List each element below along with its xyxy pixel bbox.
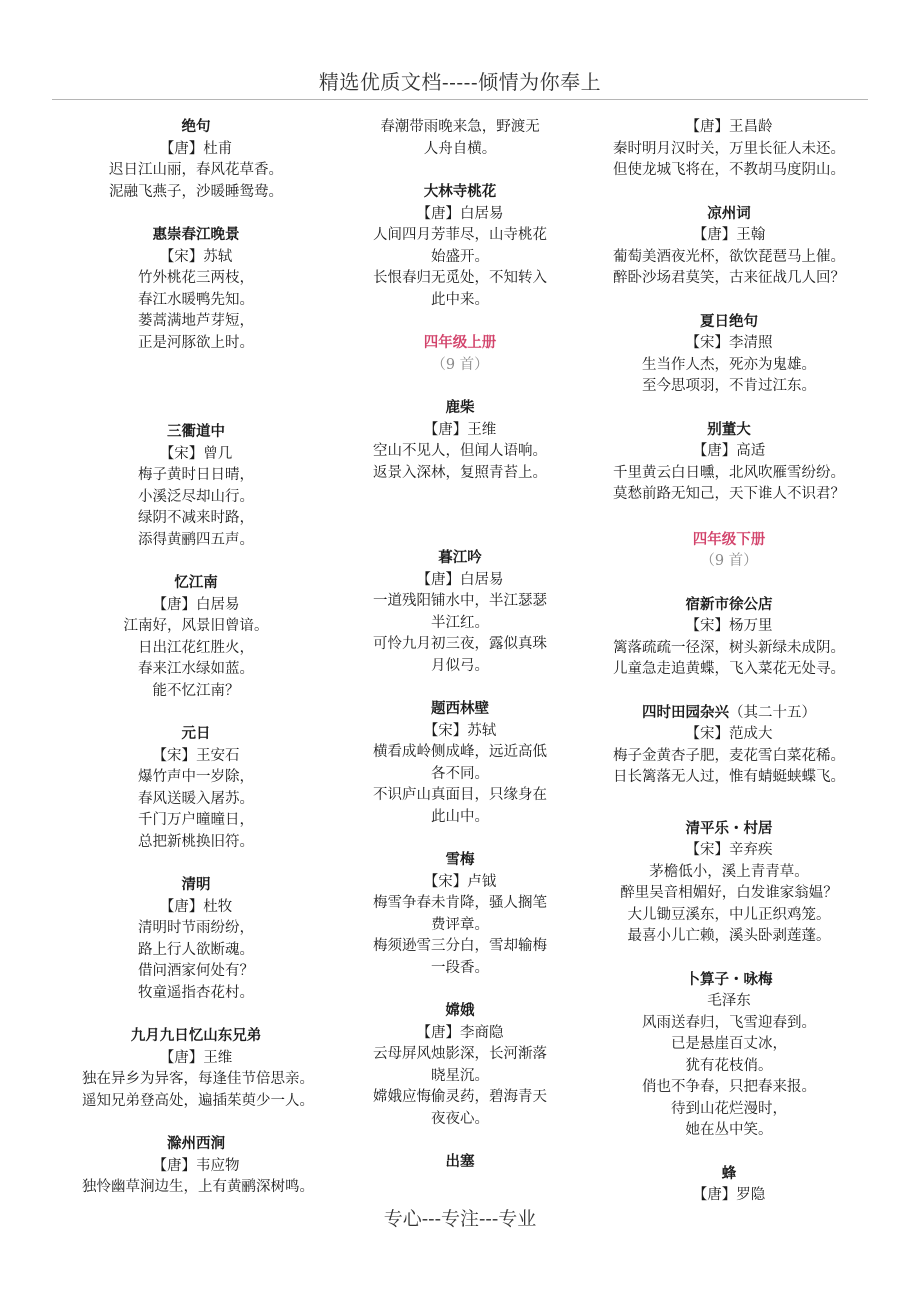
poem-line: 绿阴不减来时路， — [138, 510, 254, 526]
poem-line: 茅檐低小，溪上青青草。 — [649, 863, 809, 880]
poem-title — [82, 724, 310, 746]
poem-block — [592, 420, 866, 506]
poem-author: 【唐】高适 — [692, 443, 766, 459]
poem-title-text: 凉州词 — [707, 205, 751, 222]
poem-line: 俏也不争春，只把春来报。 — [642, 1079, 816, 1095]
poem-line: 梅须逊雪三分白，雪却输梅 — [373, 938, 547, 954]
poem-line: 梅子金黄杏子肥，麦花雪白菜花稀。 — [613, 747, 845, 764]
poem-title — [592, 204, 866, 226]
page-header: 精选优质文档-----倾情为你奉上 — [318, 70, 602, 94]
poem-line: 月似弓。 — [431, 657, 489, 674]
poem-line: 人舟自横。 — [423, 140, 497, 157]
poem-title-text: 夏日绝句 — [700, 313, 758, 330]
poem-title-text: 嫦娥 — [445, 1003, 475, 1019]
poem-title — [82, 422, 310, 444]
poem-title — [592, 312, 866, 334]
poem-line: 返景入深林，复照青苔上。 — [373, 464, 547, 481]
poem-line: 秦时明月汉时关，万里长征人未还。 — [613, 140, 845, 157]
poem-line: 醉卧沙场君莫笑，古来征战几人回？ — [613, 270, 845, 286]
poem-author: 【唐】王昌龄 — [685, 119, 773, 135]
poem-line: 费评章。 — [431, 916, 489, 933]
poem-author: 【唐】李商隐 — [416, 1024, 504, 1041]
poem-line: 至今思项羽，不肯过江东。 — [642, 378, 816, 394]
poem-title-text: 惠崇春江晚景 — [152, 227, 240, 243]
poem-line: 莫愁前路无知己，天下谁人不识君？ — [613, 486, 845, 502]
poem-title — [350, 182, 570, 204]
poem-line: 迟日江山丽，春风花草香。 — [109, 162, 283, 178]
poem-author: 【唐】白居易 — [416, 205, 504, 222]
poem-line: 葡萄美酒夜光杯，欲饮琵琶马上催。 — [613, 248, 845, 265]
poem-line: 但使龙城飞将在，不教胡马度阴山。 — [613, 162, 845, 178]
poem-line: 一段香。 — [431, 959, 489, 976]
poem-line: 此中来。 — [431, 291, 489, 308]
poem-title — [350, 1001, 570, 1023]
poem-author: 【唐】杜牧 — [159, 898, 233, 915]
poem-block — [592, 312, 866, 398]
poem-block — [82, 573, 310, 702]
poem-title — [82, 875, 310, 897]
poem-column-left — [82, 117, 314, 1221]
poem-title — [592, 595, 866, 617]
poem-line: 千里黄云白日曛，北风吹雁雪纷纷。 — [613, 464, 845, 481]
grade-section-heading — [592, 530, 866, 573]
poem-title-text: 雪梅 — [445, 852, 475, 868]
poem-line: 蒌蒿满地芦芽短， — [138, 313, 254, 329]
poem-title — [350, 398, 570, 420]
poem-block — [592, 204, 866, 290]
poem-block — [592, 595, 866, 681]
poem-line: 小溪泛尽却山行。 — [138, 488, 254, 505]
poem-block — [350, 117, 570, 160]
poem-line: 各不同。 — [431, 765, 489, 782]
poem-title-text: 九月九日忆山东兄弟 — [130, 1028, 262, 1044]
poem-author: 毛泽东 — [707, 993, 751, 1009]
poem-line: 篱落疏疏一径深，树头新绿未成阴。 — [613, 639, 845, 656]
poem-author: 【宋】卢钺 — [423, 873, 497, 890]
poem-line: 千门万户曈曈日， — [138, 812, 254, 828]
poem-line: 嫦娥应悔偷灵药，碧海青天 — [373, 1089, 547, 1105]
poem-column-middle — [350, 117, 570, 1196]
poem-line: 爆竹声中一岁除， — [138, 769, 254, 785]
poem-line: 醉里吴音相媚好，白发谁家翁媪？ — [620, 885, 838, 901]
poem-block — [350, 850, 570, 979]
poem-title-text: 绝句 — [181, 119, 211, 135]
poem-title-text: 暮江吟 — [438, 550, 482, 566]
poem-title — [82, 573, 310, 595]
poem-block — [592, 117, 866, 182]
poem-title — [350, 699, 570, 721]
poem-title-text: 卜算子・咏梅 — [685, 971, 773, 988]
poem-line: 待到山花烂漫时， — [671, 1100, 787, 1117]
poem-title-text: 鹿柴 — [445, 400, 475, 416]
poem-line: 江南好，风景旧曾谙。 — [123, 618, 269, 634]
poem-block — [82, 117, 310, 203]
poem-line: 最喜小儿亡赖，溪头卧剥莲蓬。 — [627, 928, 831, 944]
poem-title-text: 元日 — [181, 726, 211, 742]
poem-line: 春风送暖入屠苏。 — [138, 790, 254, 807]
poem-line: 日长篱落无人过，惟有蜻蜓蛱蝶飞。 — [613, 769, 845, 785]
poem-title-text: 清平乐・村居 — [685, 820, 773, 837]
poem-title — [592, 703, 866, 725]
poem-line: 春来江水绿如蓝。 — [138, 661, 254, 677]
poem-title — [350, 548, 570, 570]
poem-author: 【宋】杨万里 — [685, 618, 773, 634]
poem-line: 梅子黄时日日晴， — [138, 467, 254, 483]
poem-title-text: 清明 — [181, 877, 211, 893]
poem-title — [82, 117, 310, 139]
poem-line: 正是河豚欲上时。 — [138, 334, 254, 351]
header-divider — [52, 99, 868, 100]
poem-author: 【宋】李清照 — [685, 335, 773, 351]
poem-line: 人间四月芳菲尽，山寺桃花 — [373, 227, 547, 243]
poem-line: 风雨送春归，飞雪迎春到。 — [642, 1014, 816, 1031]
section-count: （9 首） — [700, 553, 758, 569]
poem-title-text: 三衢道中 — [167, 424, 225, 440]
poem-author: 【宋】王安石 — [152, 747, 240, 764]
poem-line: 梅雪争春未肯降，骚人搁笔 — [373, 895, 547, 911]
poem-line: 大儿锄豆溪东，中儿正织鸡笼。 — [627, 906, 831, 923]
poem-block — [592, 819, 866, 948]
poem-author: 【唐】杜甫 — [159, 140, 233, 157]
poem-block — [350, 182, 570, 311]
poem-block — [350, 1001, 570, 1130]
poem-line: 半江红。 — [431, 614, 489, 631]
poem-line: 晓星沉。 — [431, 1067, 489, 1084]
page-footer: 专心---专注---专业 — [383, 1208, 537, 1230]
poem-line: 泥融飞燕子，沙暖睡鸳鸯。 — [109, 183, 283, 200]
poem-line: 云母屏风烛影深，长河渐落 — [373, 1046, 547, 1062]
poem-author: 【宋】苏轼 — [159, 248, 233, 265]
poem-title-text: 滁州西涧 — [167, 1136, 225, 1152]
poem-line: 可怜九月初三夜，露似真珠 — [373, 636, 547, 652]
poem-line: 始盛开。 — [431, 248, 489, 265]
poem-title — [82, 1026, 310, 1048]
poem-block — [82, 1026, 314, 1112]
section-count: （9 首） — [431, 356, 489, 373]
poem-line: 长恨春归无觅处，不知转入 — [373, 270, 547, 286]
poem-title-text: 蜂 — [721, 1165, 737, 1182]
poem-line: 清明时节雨纷纷， — [138, 920, 254, 936]
poem-line: 不识庐山真面目，只缘身在 — [373, 787, 547, 803]
poem-block — [350, 699, 570, 828]
poem-block — [592, 970, 866, 1142]
poem-author: 【唐】韦应物 — [152, 1157, 240, 1174]
poem-line: 夜夜心。 — [431, 1110, 489, 1127]
poem-column-right — [592, 117, 866, 1229]
poem-line: 牧童遥指杏花村。 — [138, 984, 254, 1001]
poem-title-text: 宿新市徐公店 — [685, 596, 773, 613]
poem-author: 【唐】白居易 — [152, 596, 240, 613]
poem-line: 一道残阳铺水中，半江瑟瑟 — [373, 593, 547, 609]
poem-title — [592, 420, 866, 442]
poem-author: 【唐】王翰 — [692, 227, 766, 243]
poem-title-text: 题西林壁 — [431, 701, 489, 717]
poem-block — [82, 225, 310, 354]
poem-title — [350, 1152, 570, 1174]
poem-title-text: 忆江南 — [174, 575, 218, 591]
poem-line: 此山中。 — [431, 808, 489, 825]
poem-line: 添得黄鹂四五声。 — [138, 531, 254, 548]
poem-author: 【宋】苏轼 — [423, 722, 497, 739]
poem-line: 犹有花枝俏。 — [685, 1057, 773, 1074]
poem-block — [350, 1152, 570, 1174]
poem-block — [82, 1134, 314, 1199]
poem-line: 遥知兄弟登高处，遍插茱萸少一人。 — [82, 1092, 314, 1109]
poem-title-text: 出塞 — [445, 1154, 475, 1170]
poem-line: 独怜幽草涧边生，上有黄鹂深树鸣。 — [82, 1179, 314, 1195]
poem-author: 【唐】白居易 — [416, 571, 504, 588]
poem-author: 【宋】范成大 — [685, 726, 773, 742]
poem-line: 横看成岭侧成峰，远近高低 — [373, 744, 547, 760]
poem-block — [82, 422, 310, 551]
poem-title — [82, 1134, 310, 1156]
section-title: 四年级上册 — [423, 335, 497, 351]
poem-title-text: 四时田园杂兴 — [642, 704, 729, 721]
grade-section-heading — [350, 333, 570, 376]
poem-line: 独在异乡为异客，每逢佳节倍思亲。 — [82, 1071, 314, 1087]
poem-author: 【宋】辛弃疾 — [685, 842, 773, 858]
poem-line: 春江水暖鸭先知。 — [138, 291, 254, 308]
poem-block — [350, 398, 570, 484]
poem-block — [82, 875, 310, 1004]
poem-title — [592, 1164, 866, 1186]
poem-line: 日出江花红胜火， — [138, 639, 254, 656]
poem-block — [82, 724, 310, 853]
poem-title-text: 大林寺桃花 — [423, 184, 497, 200]
poem-line: 空山不见人，但闻人语响。 — [373, 443, 547, 459]
poem-line: 借问酒家何处有？ — [138, 963, 254, 979]
poem-title-subtitle: （其二十五） — [729, 704, 816, 721]
poem-line: 竹外桃花三两枝， — [138, 270, 254, 286]
poem-line: 春潮带雨晚来急，野渡无 — [380, 119, 540, 135]
poem-title — [592, 970, 866, 992]
poem-line: 她在丛中笑。 — [685, 1122, 773, 1138]
poem-line: 总把新桃换旧符。 — [138, 833, 254, 850]
poem-author: 【宋】曾几 — [159, 445, 233, 462]
poem-block — [592, 1164, 866, 1207]
poem-title — [592, 819, 866, 841]
section-title: 四年级下册 — [692, 531, 766, 548]
poem-block — [350, 548, 570, 677]
poem-line: 能不忆江南？ — [152, 682, 240, 699]
poem-author: 【唐】王维 — [159, 1049, 233, 1066]
poem-author: 【唐】王维 — [423, 421, 497, 438]
poem-title — [350, 850, 570, 872]
poem-title-text: 别董大 — [707, 421, 751, 438]
poem-line: 儿童急走追黄蝶，飞入菜花无处寻。 — [613, 661, 845, 677]
poem-block — [592, 703, 866, 789]
poem-title — [82, 225, 310, 247]
poem-author: 【唐】罗隐 — [692, 1187, 766, 1203]
poem-line: 生当作人杰，死亦为鬼雄。 — [642, 356, 816, 373]
poem-line: 路上行人欲断魂。 — [138, 941, 254, 958]
poem-line: 已是悬崖百丈冰， — [671, 1036, 787, 1052]
